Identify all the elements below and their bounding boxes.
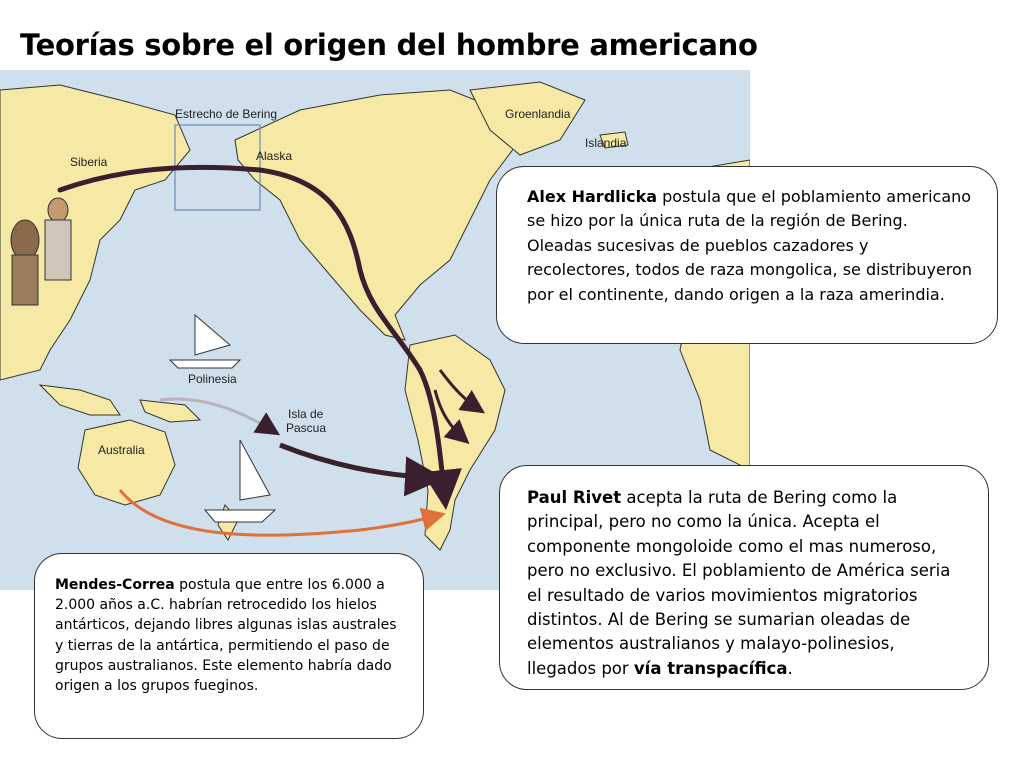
hardlicka-theory-box (496, 166, 998, 344)
label-bering-strait: Estrecho de Bering (175, 107, 278, 121)
rivet-emphasis: vía transpacífica (633, 658, 788, 678)
label-siberia: Siberia (70, 155, 108, 169)
mendes-body: postula que entre los 6.000 a 2.000 años a.C. habrían retrocedido los hielos antárticos, dejando libres algunas islas australes y tierras de la antártica, permitiendo el paso de grupos australianos. Este elemento habría dado origen a los grupos fueginos. (55, 577, 397, 695)
label-iceland: Islandia (585, 136, 627, 150)
label-australia: Australia (98, 443, 145, 457)
label-polynesia: Polinesia (188, 372, 237, 386)
hardlicka-text (527, 185, 973, 307)
rivet-text (527, 486, 964, 681)
label-greenland: Groenlandia (505, 107, 571, 121)
label-alaska: Alaska (256, 149, 293, 163)
label-easter-island-line1: Isla de (288, 407, 324, 421)
rivet-end: . (787, 658, 793, 678)
mendes-text (55, 575, 403, 696)
label-easter-island-line2: Pascua (286, 421, 327, 435)
hardlicka-name: Alex Hardlicka (527, 187, 658, 206)
mendes-name: Mendes-Correa (55, 577, 175, 593)
mendes-correa-theory-box (34, 553, 424, 739)
hardlicka-body: postula que el poblamiento americano se hizo por la única ruta de la región de Bering. Oleadas sucesivas de pueblos cazadores y recolectores, todos de raza mongolica, se distribuyeron por el continente, dando origen a la raza amerindia. (527, 187, 972, 304)
slide-title: Teorías sobre el origen del hombre americano (20, 28, 758, 62)
rivet-name: Paul Rivet (527, 488, 622, 507)
rivet-theory-box (499, 465, 989, 690)
rivet-body: acepta la ruta de Bering como la principal, pero no como la única. Acepta el componente mongoloide como el mas numeroso, pero no exclusivo. El poblamiento de América seria el resultado de varios movimientos migratorios distintos. Al de Bering se sumarian oleadas de elementos australianos y malayo-polinesios, llegados por (527, 488, 951, 678)
